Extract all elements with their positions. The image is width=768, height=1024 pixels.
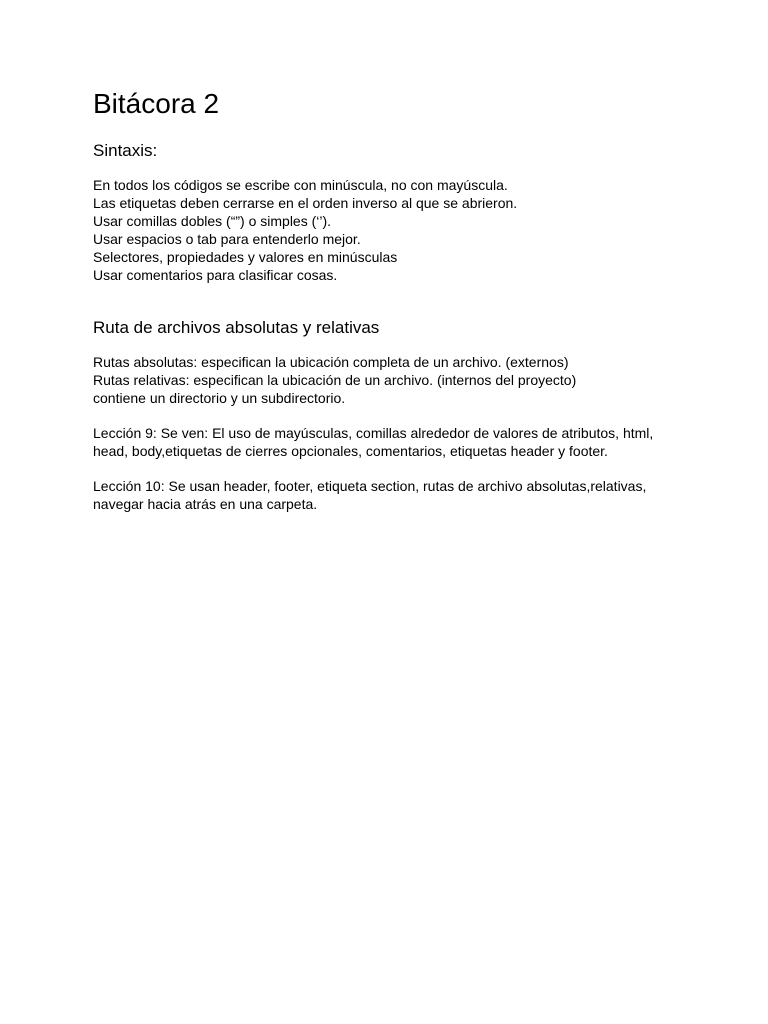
leccion-9-paragraph: Lección 9: Se ven: El uso de mayúsculas, comillas alrededor de valores de atributos, html, head, body,etiquetas de cierres opcionales, comentarios, etiquetas header y footer. — [93, 425, 654, 459]
sintaxis-heading: Sintaxis: — [93, 141, 158, 160]
sintaxis-line: Usar comentarios para clasificar cosas. — [93, 267, 338, 283]
sintaxis-line: Usar comillas dobles (“”) o simples (‘’). — [93, 213, 332, 229]
rutas-line: Rutas relativas: especifican la ubicación de un archivo. (internos del proyecto) — [93, 372, 577, 388]
rutas-line: Rutas absolutas: especifican la ubicación completa de un archivo. (externos) — [93, 354, 569, 370]
document-title: Bitácora 2 — [93, 88, 220, 119]
document-page — [93, 86, 693, 513]
sintaxis-line: Las etiquetas deben cerrarse en el orden inverso al que se abrieron. — [93, 195, 518, 211]
sintaxis-line: En todos los códigos se escribe con minúscula, no con mayúscula. — [93, 177, 508, 193]
rutas-heading: Ruta de archivos absolutas y relativas — [93, 318, 380, 337]
rutas-list — [93, 353, 693, 407]
leccion-10-paragraph: Lección 10: Se usan header, footer, etiqueta section, rutas de archivo absolutas,relativas, navegar hacia atrás en una carpeta. — [93, 478, 647, 512]
sintaxis-list — [93, 176, 693, 284]
sintaxis-line: Usar espacios o tab para entenderlo mejor. — [93, 231, 361, 247]
rutas-line: contiene un directorio y un subdirectorio. — [93, 390, 346, 406]
sintaxis-line: Selectores, propiedades y valores en minúsculas — [93, 249, 398, 265]
